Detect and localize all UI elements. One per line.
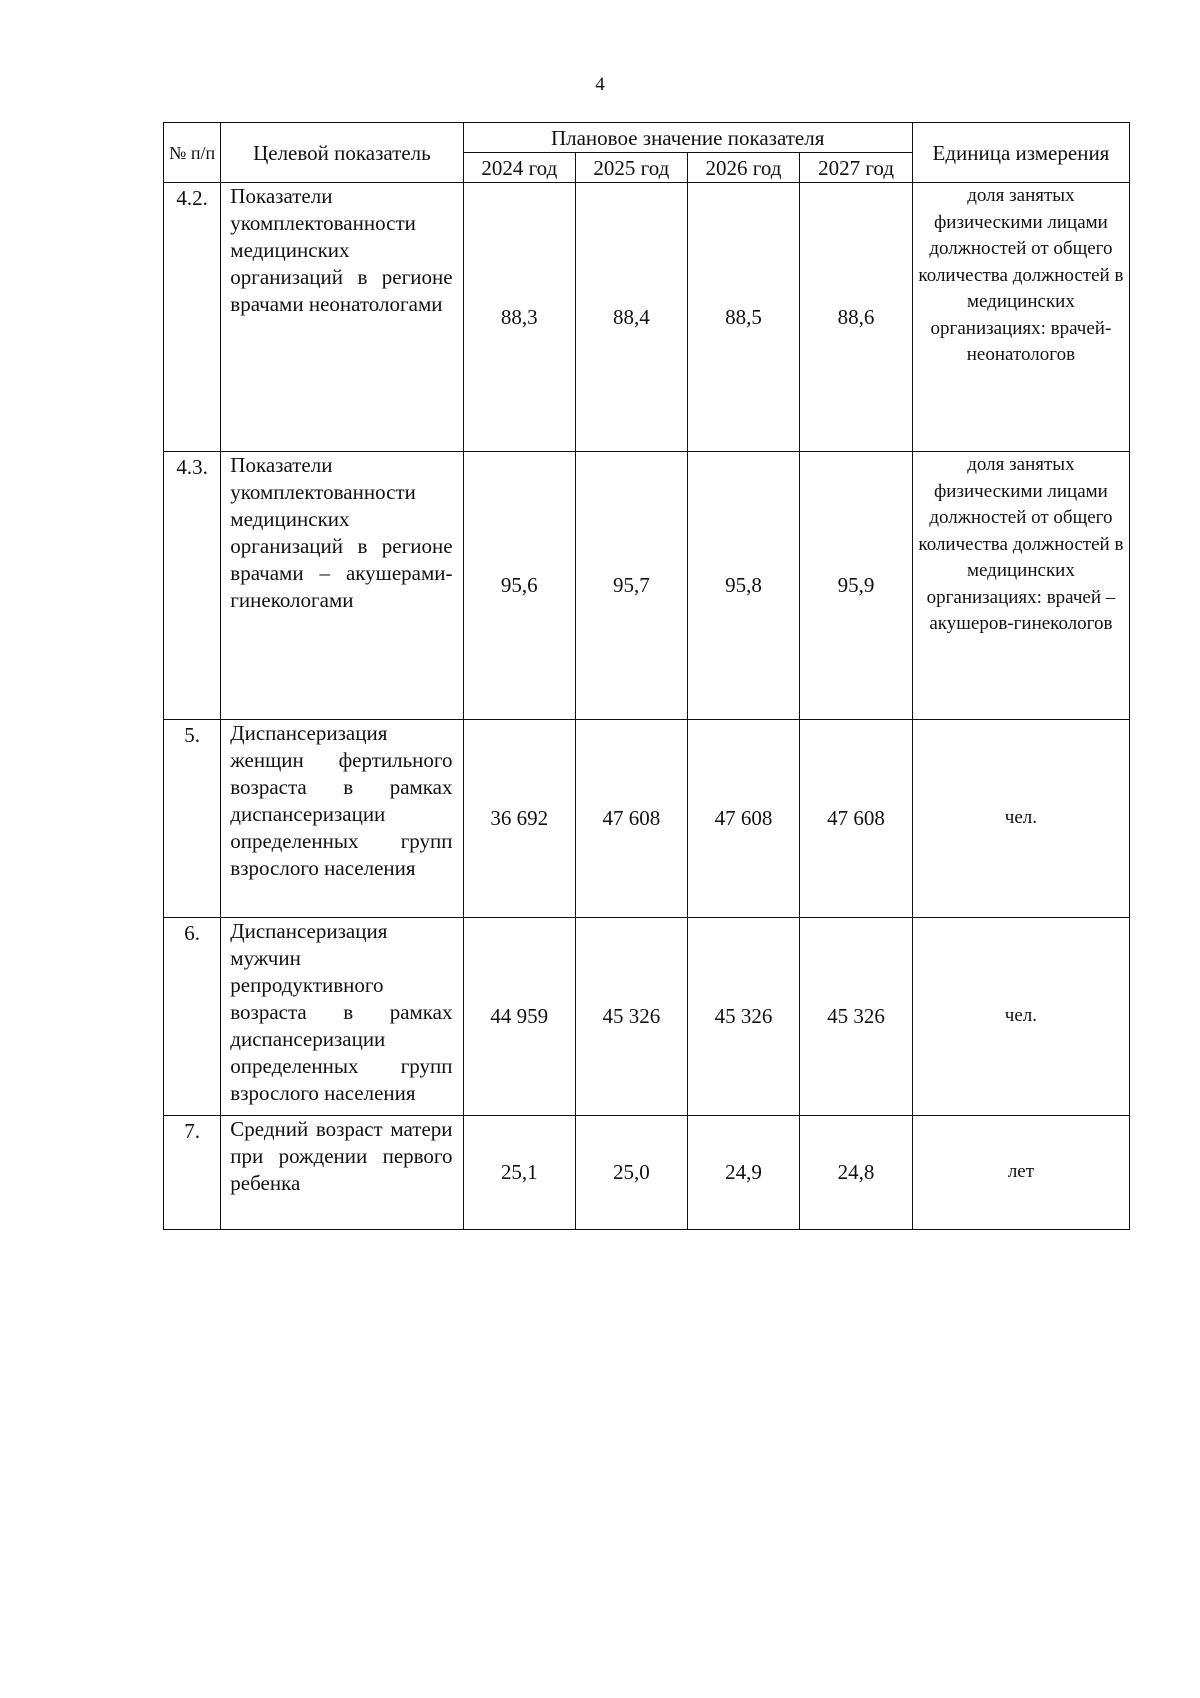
- header-indicator: Целевой показатель: [221, 123, 463, 183]
- row-value-2027: 88,6: [800, 183, 913, 452]
- table-row: [164, 452, 1130, 720]
- row-value-2024: 88,3: [463, 183, 576, 452]
- header-year-2027: 2027 год: [800, 153, 913, 183]
- row-value-2026: 24,9: [687, 1116, 800, 1230]
- row-value-2025: 88,4: [576, 183, 688, 452]
- header-unit-label: Единица измерения: [932, 140, 1110, 165]
- header-num: [164, 123, 221, 183]
- page-number: 4: [595, 74, 605, 95]
- row-number: 4.3.: [164, 452, 221, 720]
- row-value-2024: 25,1: [463, 1116, 576, 1230]
- row-value-2027: 45 326: [800, 918, 913, 1116]
- row-unit: лет: [912, 1116, 1129, 1230]
- row-number: 4.2.: [164, 183, 221, 452]
- row-indicator: Диспансеризация женщин фертильного возраста в рамках диспансеризации определенных групп взрослого населения: [221, 720, 463, 918]
- row-value-2025: 25,0: [576, 1116, 688, 1230]
- header-year-2025: 2025 год: [576, 153, 688, 183]
- row-indicator: Средний возраст матери при рождении первого ребенка: [221, 1116, 463, 1230]
- header-num-label: № п/п: [169, 142, 216, 163]
- row-indicator: Диспансеризация мужчин репродуктивного возраста в рамках диспансеризации определенных групп взрослого населения: [221, 918, 463, 1116]
- row-indicator: Показатели укомплектованности медицинских организаций в регионе врачами неонатологами: [221, 183, 463, 452]
- row-number: 7.: [164, 1116, 221, 1230]
- row-value-2024: 95,6: [463, 452, 576, 720]
- row-value-2027: 24,8: [800, 1116, 913, 1230]
- row-value-2026: 95,8: [687, 452, 800, 720]
- row-value-2026: 47 608: [687, 720, 800, 918]
- row-indicator: Показатели укомплектованности медицинских организаций в регионе врачами – акушерами-гинекологами: [221, 452, 463, 720]
- row-value-2026: 45 326: [687, 918, 800, 1116]
- table-row: [164, 1116, 1130, 1230]
- row-unit: доля занятых физическими лицами должностей от общего количества должностей в медицинских организациях: врачей – акушеров-гинекологов: [912, 452, 1129, 720]
- row-number: 6.: [164, 918, 221, 1116]
- row-value-2025: 45 326: [576, 918, 688, 1116]
- row-value-2025: 95,7: [576, 452, 688, 720]
- row-value-2025: 47 608: [576, 720, 688, 918]
- row-unit: доля занятых физическими лицами должностей от общего количества должностей в медицинских организациях: врачей-неонатологов: [912, 183, 1129, 452]
- header-year-2024: 2024 год: [463, 153, 576, 183]
- header-plan: Плановое значение показателя: [463, 123, 912, 153]
- row-unit: чел.: [912, 918, 1129, 1116]
- row-value-2027: 95,9: [800, 452, 913, 720]
- table-row: [164, 918, 1130, 1116]
- header-unit: [912, 123, 1129, 183]
- indicators-table: [163, 122, 1130, 1230]
- row-unit: чел.: [912, 720, 1129, 918]
- row-value-2024: 36 692: [463, 720, 576, 918]
- table-row: [164, 183, 1130, 452]
- row-number: 5.: [164, 720, 221, 918]
- header-year-2026: 2026 год: [687, 153, 800, 183]
- row-value-2027: 47 608: [800, 720, 913, 918]
- table-row: [164, 720, 1130, 918]
- row-value-2026: 88,5: [687, 183, 800, 452]
- row-value-2024: 44 959: [463, 918, 576, 1116]
